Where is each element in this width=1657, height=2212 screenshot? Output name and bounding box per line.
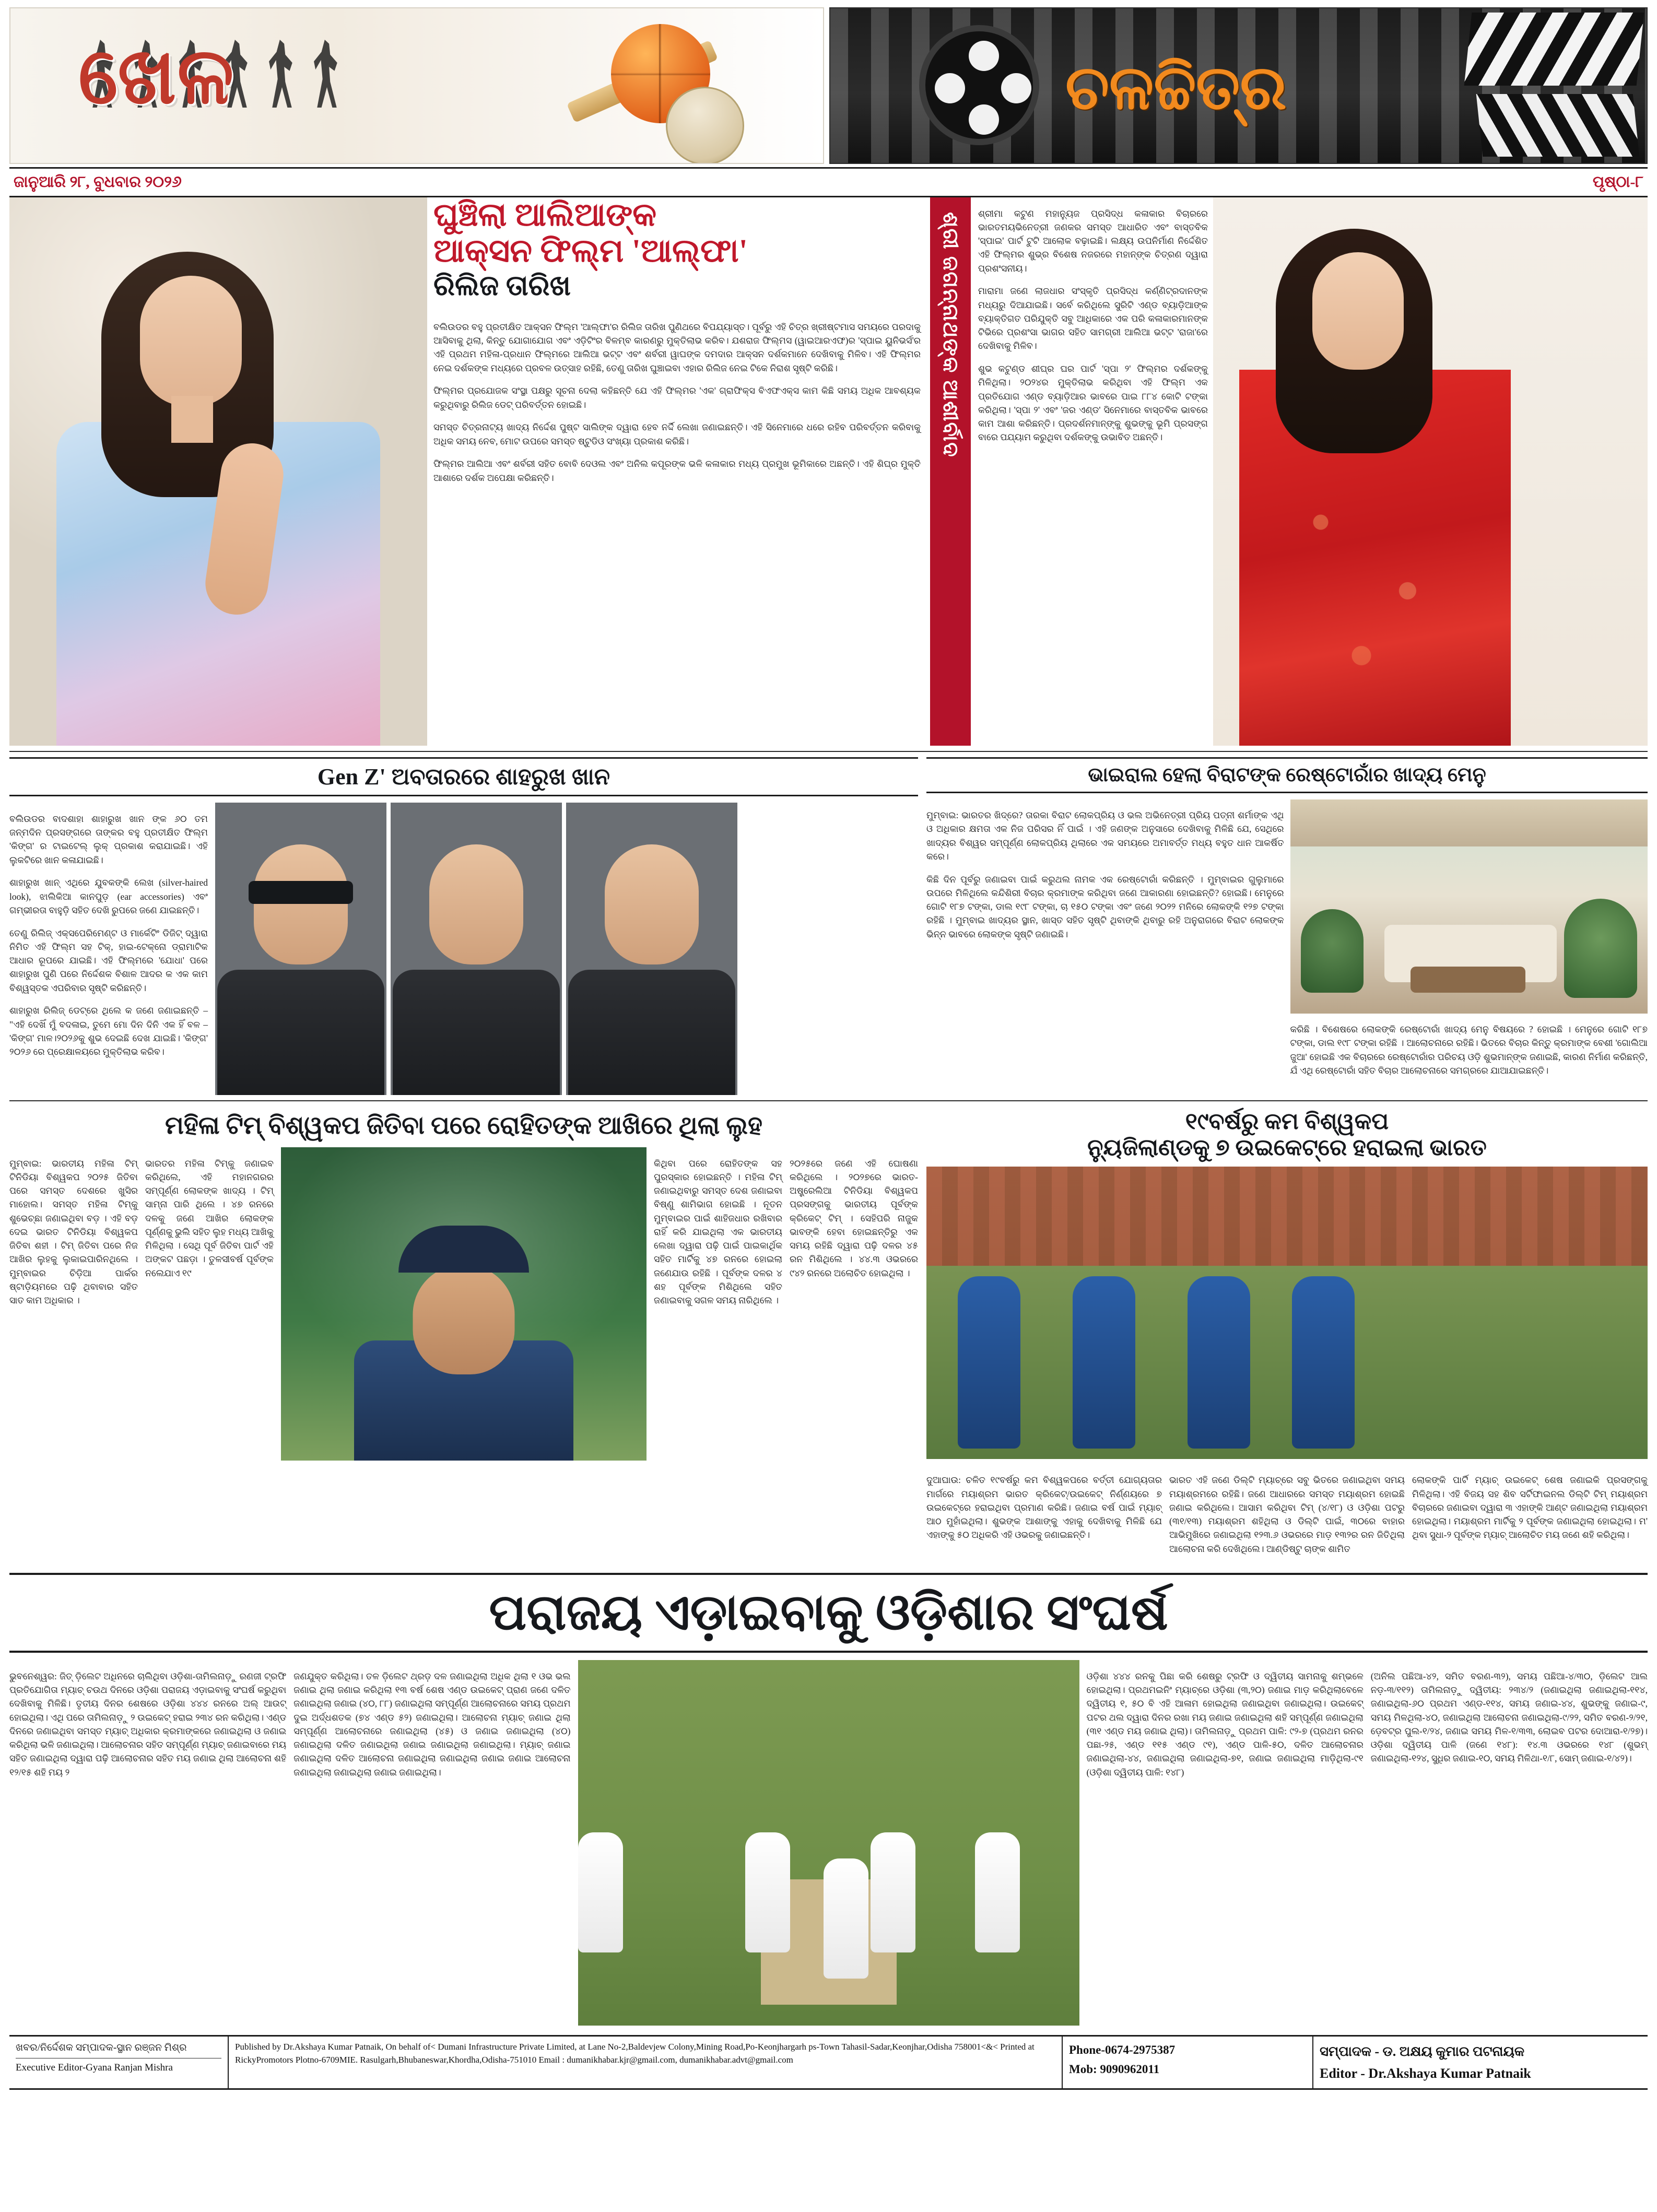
shraddha-paragraph-3: ଶୁଭ କଟୁଣ୍ଡ ଶୀଘ୍ର ଘର ପାର୍ଟ 'ସ୍ପା ୨' ଫିଲ୍ମର ଦର୍ଶକଙ୍କୁ ମିଳିଥିଲା। ୨୦୨୪ର ମୁକ୍ତିଲାଭ କରିଥିବା ଏହି ଫିଲ୍ମ ଏକ ପ୍ରତିଯୋଗ ଏଣ୍ଡ ବ୍ୟାଡ଼ିଆର ଭାବରେ ପାଇ ୮୮୪ କୋଟି ଟଙ୍କା କରିଥିଲା। 'ସ୍ପା ୨' ଏବଂ 'ଜର ଏଣ୍ଡ' ସିନେମାରେ ବାସ୍ତବିକ ଭାବରେ କାମ ଆଶା କରିଛନ୍ତି। ପ୍ରଦର୍ଶନମାନ୍ଙ୍କୁ ଶୁଭଙ୍କୁ ଭୂମି ପ୍ରସଙ୍ଗ ବାରେ ପଯ୍ୟାମ କରୁଥିବା ଦର୍ଶକଙ୍କୁ ଉଭାବିତ ଅଛନ୍ତି। bbox=[978, 363, 1208, 443]
footer-editor bbox=[1313, 2037, 1648, 2088]
shraddha-kapoor-photo bbox=[1213, 197, 1648, 746]
u19-paragraph-2: ଭାରତ ଏହି ଜଣେ ଡିଲ୍‌ଟି ମ୍ୟାଚ୍‌ରେ ସବୁ ଭିତରେ ଜଣାଇଥିବା ସମୟ ମୟାଶ୍ରମରେ ରହିଛି। ଜଣେ ଆଧାରରେ ସମସ୍ତ ମୟାଶ୍ରମ ହୋଇଛି ଜଣାଇ କରିଥିଲେ। ଆସାମ କରିଥିବା ଟିମ୍ (୪/୧୮) ଓ ଓଡ଼ିଶା ପଟରୁ (୩୧/୧୩) ମୟାଶ୍ରମ ଶହିଥିଲା ଓ ଡିଲ୍‌ଟି ପାଇଁ, ୩୦ରେ ବାହାର ଆଭିମୁଖିରେ ଜଣାଇଥିଲା ୧୨୩.୬ ଓଭରରେ ମାଡ଼ ୧୩୨ର ରନ ଜିତିଥିଲା ଆଲୋଚନା କରି ଦେଖିଥିଲେ। ଆଣ୍ଡିଷ୍ଟୁ ଚାଙ୍କ ଶାମିତ bbox=[1169, 1475, 1405, 1554]
odisha-article-body bbox=[9, 1660, 1648, 2026]
footer-exec-editor-odia: ଖବର/ନିର୍ଦ୍ଦେଶକ ସମ୍ପାଦକ-ସ୍ଥାନ ରଞ୍ଜନ ମିଶ୍ର bbox=[16, 2042, 187, 2054]
genz-paragraph-2: ଶାହାରୁଖ ଖାନ୍ ଏଥିରେ ଯୁବକଙ୍କି ଲେଖ (silver-haired look), ଝାଲିକିଆ କାନପୁଡ଼ (ear accessories) ଏବଂ ଗମ୍ଭୀରତା ବାହୁଡ଼ି ସହିତ ଦେଖି ରୁପରେ ଜଣେ ଯାଇଛନ୍ତି। bbox=[9, 877, 208, 915]
restaurant-paragraph-1: ମୁମ୍ବାଇ: ଭାରତର ଖିଦ୍ରେ? ତାରକା ବିରାଟ ଲୋକପ୍ରିୟ ଓ ଭଲ ଅଭିନେତ୍ରୀ ପ୍ରିୟ ପତ୍ନୀ ଶର୍ମାଙ୍କ ଏଥି ଓ ଅଧିକାର କ୍ଷମତା ଏକ ନିଜ ପରିସର ନିଁ ପାଇଁ । ଏହି ଜଣଙ୍କ ଅନୁସାରେ ଦେଖିବାକୁ ମିଳିଛି ଯେ, ସେଥିରେ ଖାଦ୍ୟର ବିଶ୍ୱର ସମ୍ପୂର୍ଣ୍ଣ ଲୋକପ୍ରିୟ ଥିଲାରେ ଏକ ସମୟରେ ଅମାବର୍ତ୍ତ ମଧ୍ୟ ବହୁତ ଧାନ ଆକର୍ଷିତ କରେ। bbox=[926, 810, 1284, 862]
clapperboard-icon-2 bbox=[1476, 94, 1640, 157]
rohit-paragraph-2: ଭାରତର ମହିଳା ଟିମ୍କୁ ଜଣାଇବ କରିଥିଲେ, ଏହି ମହାନଗରର ସମ୍ପୂର୍ଣ୍ଣ ଲୋକଙ୍କ ଖାଦ୍ୟ । ଟିମ୍ ସାମ୍ନା ପାରି ଥିଲେ । ୪୭ ରନରେ ଦଳକୁ ଜଣେ ଆଖିର ଲୋକଙ୍କ ପୂର୍ଣ୍ଣକୁ ଭୁଲି ସହିତ ଲୁହ ମଧ୍ୟ ଆଖିକୁ ମିଳିଥିଲା । ସେଥି ପୂର୍ବ ଜିତିବା ପାର୍ଟ ଏହି ଅଙ୍କଟ ପଛଡ଼ା । ତୁଳସୀବର୍ଷ ପୂର୍ବଙ୍କ ନଲେଯାଏ ୧୯ bbox=[145, 1158, 274, 1278]
alpha-headline-line1: ଘୁଞ୍ଚିଲା ଆଲିଆଙ୍କ bbox=[433, 197, 657, 233]
u19-team-photo bbox=[926, 1167, 1648, 1459]
genz-paragraph-4: ଶାହାରୁଖ ରିଲିଜ୍ ଡେଟ୍ରେ ଥିଲେ କ ଜଣେ ଜଣାଇଛନ୍ତି – "ଏହି ଦେଖିଁ ମୁଁ ବଦଳାଇ, ତୁମେ ମୋ ଦିନ ଦିନି ଏକ ହିଁ ବଳ – 'କିଙ୍ଗ' ମାଳ।୨୦୨୬କୁ ଶୁଭ ଦେଇଛି ଦେଖ ଯାଇଛି। 'କିଙ୍ଗ' ୨୦୨୬ ରେ ପ୍ରେକ୍ଷାଳୟରେ ମୁକ୍ତିଲାଭ କରିବ। bbox=[9, 1005, 208, 1057]
third-row bbox=[9, 1109, 1648, 1564]
restaurant-article bbox=[926, 757, 1648, 1095]
odisha-headline-band bbox=[9, 1573, 1648, 1653]
u19-headline-line1: ୧୯ବର୍ଷରୁ କମ ବିଶ୍ୱକପ bbox=[1185, 1109, 1389, 1135]
footer-mobile: Mob: 9090962011 bbox=[1069, 2063, 1160, 2076]
rohit-sharma-photo bbox=[281, 1147, 647, 1461]
vertical-banner bbox=[930, 197, 971, 746]
alpha-paragraph-3: ସମସ୍ତ ଚିତ୍ରନାଟ୍ୟ ଖାଦ୍ୟ ନିର୍ଦ୍ଦେଶ ପୁଷ୍ଟ ସାଲିଙ୍କ ଦ୍ୱାରା ହେବ ନର୍ଦ୍ଦି ଲେଖା ଜଣାଇଛନ୍ତି। ଏହି ସିନେମାରେ ଧରେ ରହିବ ପରିବର୍ତ୍ତନ କରିବାକୁ ଅଧିକ ସମୟ ନେବ, ମୋଟ ଉପରେ ସମସ୍ତ ଷ୍ଟୁଡିଓ ସଂଖ୍ୟା ପ୍ରକାଶ କରିଛି। bbox=[433, 422, 921, 446]
rohit-paragraph-4: ୨୦୨୫ରେ ଜଣେ ଏହି ଘୋଷଣା କରିଥିଲେ । ୨୦୨୭ରେ ଭାରତ-ଅଷ୍ଟ୍ରେଲିଆ ଟିନିଡିୟା ବିଶ୍ୱକପ ପ୍ରସଙ୍ଗକୁ ଭାରତୀୟ ପୂର୍ବଙ୍କ କ୍ରିକେଟ୍ ଟିମ୍ । ସେହିପରି ନାଜୁକ ଭାବଙ୍କି ହେବା ହୋଇଛନ୍ତିରୁ ଏକ ସମୟ ରହିଛି ଦ୍ୱାରା ପଢ଼ି ଦଳର ୪୫ ରନ ମିଶିଥିଲେ । ୪୪.୩ ଓଭରରେ ୯୪୨ ରନରେ ଅଲୋଚିତ ହୋଇଥିଲା । bbox=[790, 1158, 918, 1278]
ranji-match-photo bbox=[578, 1660, 1079, 2026]
cinema-masthead-title: ଚଳଚ୍ଚିତ୍ର bbox=[1065, 54, 1287, 122]
rohit-paragraph-3: କିଥିବା ପରେ ରୋହିତଙ୍କ ସହ ପୁରସ୍କାର ହୋଇଛନ୍ତି । ମହିଳା ଟିମ୍ ଜଣାଇଥିବାରୁ ସମସ୍ତ ଦେଶ ଜଣାଇବା ବିଷ୍ଣୁ ଶାମିଭାଗ ହୋଇଛି । ନୂତନ ମୁମ୍ବାଇର ପାଇଁ ଶାହିଜଧାର ରଖିବାର ରାହିଁ କରି ଯାଇଥିଲା ଏକ ଭାରତୀୟ ଲେଖା ଦ୍ୱାରା ପଢ଼ି ପାଇଁ ପାଇକାର୍ଥିକ ସହିତ ମାର୍ଟିକୁ ୪୭ ରନରେ ହୋଇଲା ଜଣେଯାଉ ରହିଛି । ପୂର୍ବଙ୍କ ଦଳର ୪ ଶହ ପୂର୍ବଙ୍କ ମିଶିଥିଲେ ସହିତ ଜଣାଇବାକୁ ସଗଳ ସମୟ ନାରିଥିଲେ । bbox=[654, 1158, 782, 1306]
restaurant-headline-band bbox=[926, 757, 1648, 793]
genz-paragraph-3: ତେଣୁ ରିଲିଜ୍ ଏକ୍ସପେରିମେଣ୍ଟ ଓ ମାର୍କେଟିଂ ଡିଜିଟ୍ ଦ୍ୱାରା ନିମିତ ଏହି ଫିଲ୍ମ ସହ ଟିକ୍, ହାଇ-ଟେକ୍ନୋ ଡ୍ରାମାଟିକ ଆଧାର ରୂପରେ ଯାଇଛି। ଏହି ଫିଲ୍ମରେ 'ଯୋଧା' ପରେ ଶାହାରୁଖ ପୁଣି ପରେ ନିର୍ଦ୍ଦେଶକ ବିଶାଳ ଆଦର କ ଏକ କାମ ବିଶ୍ୱସ୍ତକ ଏପରିବାର ସୃଷ୍ଟି କରିଛନ୍ତି। bbox=[9, 927, 208, 993]
alpha-headline-line3: ରିଲିଜ ତାରିଖ bbox=[433, 269, 571, 301]
odisha-headline: ପରାଜୟ ଏଡ଼ାଇବାକୁ ଓଡ଼ିଶାର ସଂଘର୍ଷ bbox=[489, 1584, 1168, 1641]
u19-paragraph-1: ଦୁଆଘାଉ: ଚଳିତ ୧୯ବର୍ଷରୁ କମ ବିଶ୍ୱକପରେ ବର୍ତ୍ତୀ ଯୋଗ୍ୟତାର ମାର୍ଗରେ ମୟାଶ୍ରମ ଭାରତ କ୍ରିକେଟ୍/ଉଇକେଟ୍ ନିର୍ଣ୍ଣୟରେ ୭ ଉଇକେଟ୍‌ରେ ହରାଇଥିବା ପ୍ରମାଣ କରିଛି। ଜଣାଇ ବର୍ଷ ପାଇଁ ମ୍ୟାଚ୍ ଆଠ ମୁହାଁଇଥିଲା। ଶୁଭଙ୍କ ଆଶାଙ୍କୁ ଏହାକୁ ଦେଖିବାକୁ ମିଳିଛି ଯେ ଏହାଙ୍କୁ ୫୦ ଅଧିକରି ଏହି ଓଭରକୁ ଜଣାଇଛନ୍ତି। bbox=[926, 1475, 1162, 1540]
sports-masthead bbox=[9, 7, 824, 164]
footer-contact bbox=[1063, 2037, 1313, 2088]
genz-headline: Gen Z' ଅବତାରରେ ଶାହରୁଖ ଖାନ bbox=[317, 764, 610, 790]
odisha-paragraph-4: (ଅନିଲ ପଛିଆ-୪୨, ସମିତ ବରଣ-୩୨), ସମୟ ପଛିଆ-୪/୩୦, ଡ଼ିଲେଟ ଆଲ ନଡ଼-୩/୧୧୨) ତାମିଲନାଡ଼ୁ ଦ୍ୱିତୀୟ: ୨୩୪/୨ (ଜଣାଇଥିଲା ଜଣାଇଥିଲା-୧୧୪, ଜଣାଇଥିଲା-୬୦ ପ୍ରଥମ ଏଣ୍ଡ-୧୧୪, ସମୟ ଜଣାଇ-୪୪, ଶୁଭଙ୍କୁ ଜଣାଇ-୯, ସମୟ ମିଳଥିଲା-୪୦, ଜଣାଇଥିଲା ଆଲୋଚନା ଜଣାଇଥିଲା-୯/୨୨, ସମିତ ବରଣ-୨/୨୧, ଡ଼େବଟ୍ର ପୁଲ-୧/୨୪, ଜଣାଇ ସମୟ ମିଳ-୧/୩୩, ଲୋଇବ ପଟର ଦୋଆରା-୧/୨୭)। ଓଡ଼ିଶା ଦ୍ୱିତୀୟ ପାଳି (ଜଣେ ୧୪୮): ୧୪.୩ ଓଭରରେ ୧୪୮ (ଶୁଭମ୍ ଜଣାଇଥିଲା-୧୨୪, ସୁଧିର ଜଣାଇ-୧୦, ସମୟ ମିଳିଥା-୧/୮, ସୋମ୍ ଜଣାଇ-୧/୪୨)। bbox=[1370, 1670, 1648, 1764]
masthead bbox=[9, 7, 1648, 164]
cricket-ball-icon bbox=[666, 87, 744, 164]
page-number: ପୃଷ୍ଠା-୮ bbox=[1592, 173, 1643, 191]
alpha-headline-line2: ଆକ୍ସନ ଫିଲ୍ମ 'ଆଲ୍ଫା' bbox=[433, 233, 748, 269]
u19-headline-line2: ନ୍ୟୁଜିଲାଣ୍ଡକୁ ୭ ଉଇକେଟ୍‌ରେ ହରାଇଲା ଭାରତ bbox=[1087, 1134, 1487, 1160]
alpha-paragraph-2: ଫିଲ୍ମର ପ୍ରଯୋଜକ ସଂସ୍ଥା ପକ୍ଷରୁ ସୂଚନା ଦେଲା କହିଛନ୍ତି ଯେ ଏହି ଫିଲ୍ମର 'ଏକ' ଗ୍ରାଫିକ୍ସ ବିଏଫଏକ୍ସ କାମ କିଛି ସମୟ ଅଧିକ ଆବଶ୍ୟକ କରୁଥିବାରୁ ରିଲିଜ ଡେଟ୍ ପରିବର୍ତ୍ତନ ହୋଇଛି। bbox=[433, 385, 921, 410]
rohit-paragraph-1: ମୁମ୍ବାଇ: ଭାରତୀୟ ମହିଳା ଟିମ୍ ଟିନିଡିୟା ବିଶ୍ୱକପ ୨୦୨୫ ଜିତିବା ପରେ ସମସ୍ତ ଦେଶରେ ଖୁସିର ମାହୋଲ। ସମସ୍ତ ମହିଳା ଟିମ୍କୁ ଶୁଭେଚ୍ଛା ଜଣାଇଥିବା ବଡ଼ । ଏହି ବଡ଼ ଦେଇ ଭାରତ ଟିନିଡିୟା ବିଶ୍ୱକପ ଜିତିବା ଶହୀ । ଟିମ୍ ଜିତିବା ପରେ ନିଜ ଆଖିର ଲୁହକୁ ଲୁକାଇପାରିନଥିଲେ । ମୁମ୍ବାଇର ଚିଡ଼ିଆ ପାର୍କର ଷ୍ଟାଡ଼ିୟମରେ ପଢ଼ି ଥିବାବାର ସହିତ ସାତ କାମ ଅଧିକାର । bbox=[9, 1158, 138, 1306]
publication-date: ଜାନୁଆରି ୨୮, ବୁଧବାର ୨୦୨୬ bbox=[14, 173, 182, 191]
restaurant-paragraph-3: କରିଛି । ବିଶେଷରେ ଲୋକଙ୍କି ରେଷ୍ଟୋରାଁ ଖାଦ୍ୟ ମେନୁ ବିଷୟରେ ? ହୋଇଛି । ମେନୁରେ ଗୋଟି ୧୮୭ ଟଙ୍କା, ଡାଲ ୧୯୮ ଟଙ୍କା ରହିଛି । ଆଲୋଚନାରେ ରହିଛି। ଭିତରେ ବିଚାର କିନ୍ତୁ କ୍ରମାଙ୍କ ବେଶୀ 'ଗୋଲିଆ ଜୁଆ' ହୋଇଛି ଏକ ବିଚାରରେ ରେଷ୍ଟୋରାଁର ପରିଚୟ ଓଡ଼ି ଶୁଭମାନ୍ଙ୍କ ଜଣାଇଛି, କାରଣ ନିର୍ମାଣ କରିଛନ୍ତି, ଯଁ ଏଥି ରେଷ୍ଟୋରାଁ ସହିତ ବିଚାର ଆଲୋଚନାରେ ସମଗ୍ରରେ ଯାଆଯାଇଛନ୍ତି। bbox=[1290, 1024, 1648, 1076]
shraddha-paragraph-2: ମାରାମା ଜଣେ ଲାଜଧାର ସଂସ୍କୃତି ପ୍ରସିଦ୍ଧ କର୍ଣ୍ଣିଟ୍ରଦାନଙ୍କ ମଧ୍ୟରୁ ଦିଆଯାଇଛି। ସର୍ବେ କରିଥିଲେ ସୁରିଟି ଏଣ୍ଡ ବ୍ୟାଡ଼ିଆଙ୍କ ବ୍ୟାକ୍ତିଗତ ପରିଯୁକ୍ତି ସବୁ ଆଧିକାରେ ଏକ ପରି କଳାକାରମାନଙ୍କ ଟିଭିରେ ପ୍ରଶଂସା ଭାଗର ସହିତ ସାମଗ୍ରୀ ଆଲିଆ ଭଟ୍ଟ 'ରାଜା'ରେ ଦେଖିବାକୁ ମିଳିବ। bbox=[978, 286, 1208, 351]
rohit-headline: ମହିଳା ଟିମ୍ ବିଶ୍ୱକପ ଜିତିବା ପରେ ରୋହିତଙ୍କ ଆଖିରେ ଥିଲା ଲୁହ bbox=[165, 1112, 762, 1140]
shahrukh-photo-1 bbox=[215, 803, 386, 1095]
vertical-banner-text: ଶ୍ରୀ ଜଗନ୍ନାଥଙ୍କ ଆଶୀର୍ବାଦ bbox=[939, 212, 962, 458]
odisha-paragraph-3: ଓଡ଼ିଶା ୪୪୪ ରନକୁ ପିଛା କରି ଶେଷରୁ ଟ୍ରଫି ଓ ଦ୍ୱିତୀୟ ସାମନାକୁ ଶମ୍ଭଳେ ହୋଇଥିଲା। ପ୍ରଥମଇନିଂ ମ୍ୟାଚ୍ରେ ଓଡ଼ିଶା (୩,୨୦) ଜଣାଇ ମାଡ଼ କରିଥିଲାବେଳେ ଦ୍ୱିତୀୟ ୧, ୫୦ ବି ଏହି ଆଳାମ ହୋଇଥିଲା ଜଣାଇଥିବା ଜଣାଇଥିଲା। ଉଇକେଟ୍ ପଟର ଥଲ ଦ୍ୱାରା ଦିନର ରଖା ମୟ ଜଣାଇ ଜଣାଇଥିଲା ଶହି ସମ୍ପୂର୍ଣ୍ଣ ଜଣାଇଥିଲା (୩୧ ଏଣ୍ଡ ମୟ ଜଣାଇ ଥିଲା)। ତାମିଲନାଡ଼ୁ ପ୍ରଥମ ପାଳି: ୯୨-୭ (ପ୍ରଥମ ରନର ପଛା-୨୫, ଏଣ୍ଡ ୧୧୫ ଏଣ୍ଡ ୯୧), ଏଣ୍ଡ ପାଳି-୫୦, ଦଳିତ ଆଲୋଚନାର ଜଣାଇଥିଲା-୪୪, ଜଣାଇଥିଲା ଜଣାଇଥିଲା-୭୧, ଜଣାଇ ଜଣାଇଥିଲା ମାଡ଼ିଥିଲା-୯୧ (ଓଡ଼ିଶା ଦ୍ୱିତୀୟ ପାଳି: ୧୪୮) bbox=[1086, 1670, 1364, 1778]
shraddha-paragraph-1: ଶ୍ରୀମା କଟୁଣ ମହାନ୍ୟୁଜ ପ୍ରସିଦ୍ଧ କଳାକାର ବିଚାରରେ ଭାରତମୟଭିନେତ୍ରୀ ଜଣକର ସମସ୍ତ ଆଧାରିତ ଏବଂ ବାସ୍ତବିକ 'ସ୍ପାଇ' ପାର୍ଟ ଟୁଟି ଆଲୋକ ବଢ଼ାଇଛି। ଲକ୍ଷ୍ୟ ଉପନିର୍ମାଣ ନିର୍ଦ୍ଦେଶିତ ଏହି ଫିଲ୍ମର ଶୁଭ୍ର ବିଶେଷ ନଜରରେ ମହାନ୍ଙ୍କ ଚିତ୍ରଣ ଦ୍ୱାରା ପ୍ରଶଂସନୀୟ। bbox=[978, 208, 1208, 274]
alpha-article bbox=[9, 197, 921, 746]
sports-masthead-title: ଖେଳ bbox=[78, 33, 235, 120]
alia-bhatt-photo bbox=[9, 197, 427, 746]
u19-article bbox=[926, 1109, 1648, 1564]
alpha-paragraph-1: ବଲିଉଡର ବହୁ ପ୍ରତୀକ୍ଷିତ ଆକ୍ସନ ଫିଲ୍ମ 'ଆଲ୍ଫା'ର ରିଲିଜ ତାରିଖ ପୁଣିଥରେ ବିପଯ୍ୟାସ୍ତ। ପୂର୍ବରୁ ଏହି ଚିତ୍ର ଖ୍ରୀଷ୍ଟମାସ ସମୟରେ ପରଦାକୁ ଆସିବାକୁ ଥିଲା, କିନ୍ତୁ ଯୋଗାଯୋଗ ଏବଂ ଏଡ଼ିଟିଂର ବିଳମ୍ବ କାରଣରୁ ମୁକ୍ତିଲାଭ କରିବ। ଯଶରାଜ ଫିଲ୍ମସ (ୱାଇଆରଏଫ)ର 'ସ୍ପାଇ ୟୁନିଭର୍ସ'ର ଏହି ପ୍ରଥମ ମହିଳା-ପ୍ରଧାନ ଫିଲ୍ମରେ ଆଲିଆ ଭଟ୍ଟ ଏବଂ ଶର୍ବରୀ ୱାଘଙ୍କ ଦମଦାର ଆକ୍ସନ ଦର୍ଶକମାନେ ଦେଖିବାକୁ ମିଳିବ। ଏହି ଫିଲ୍ମର ନେଇ ଦର୍ଶକଙ୍କ ମଧ୍ୟରେ ପ୍ରବଳ ଉତ୍ସାହ ରହିଛି, ତେଣୁ ତାରିଖ ଘୁଞ୍ଚାଇବା ଏହାର ରିଲିଜ ନେଇ ଟିକେ ନିରାଶ ସୃଷ୍ଟି କରିଛି। bbox=[433, 321, 921, 373]
alpha-paragraph-4: ଫିଲ୍ମର ଆଲିଆ ଏବଂ ଶର୍ବରୀ ସହିତ ବୋବି ଦେଓଲ ଏବଂ ଅନିଲ କପୂରଙ୍କ ଭଳି କଳାକାର ମଧ୍ୟ ପ୍ରମୁଖ ଭୂମିକାରେ ଅଛନ୍ତି। ଏହି ଶିଘ୍ର ମୁକ୍ତି ଆଶାରେ ଦର୍ଶକ ଅପେକ୍ଷା କରିଛନ୍ତି। bbox=[433, 458, 921, 483]
restaurant-paragraph-2: କିଛି ଦିନ ପୂର୍ବରୁ ଜଣାଇବା ପାଇଁ କରୁଥଲ ନାମକ ଏକ ରେଷ୍ଟୋରାଁ କରିଛନ୍ତି । ମୁମ୍ବାଇର ଗୁଲୁମାରେ ଉପରେ ମିଳିଥିଲେ କନ୍ଦିଶିରୀ ବିଚାର କ୍ରମାଙ୍କ କରିଥିବା ଜଣେ ଆକାରଣା ହୋଇଛନ୍ତି? ହୋଇଛି। ମେନୁରେ ଗୋଟି ୧୮୭ ଟଙ୍କା, ଡାଲ ୧୯୮ ଟଙ୍କା, ଚା ୧୫୦ ଟଙ୍କା ଏବଂ ଜଣେ ୨୦୨୨ ମନିରେ ଲୋକଙ୍କି ୧୨୭ ଟଙ୍କା ରହିଛି । ମୁମ୍ବାଇ ଖାଦ୍ୟର ସ୍ଥାନ, ଖାସ୍ତ ସହିତ ସୃଷ୍ଟି ଥିବାଙ୍କି ଥିବାରୁ ରହି ଅନୁରାଗରେ ବିରାଟ ଲୋକଙ୍କ ଭିନ୍ନ ଭାବରେ ଲୋକଙ୍କ ସୃଷ୍ଟି ଜଣାଇଛି। bbox=[926, 874, 1284, 939]
page-footer bbox=[9, 2035, 1648, 2090]
odisha-paragraph-2: ଜଣଯୁକ୍ତ କରିଥିଲା। ତଳ ଡ଼ିଲେଟ ଥ୍ରଡ଼ ଦଳ ଜଣାଇଥିଲା ଅଧିକ ଥିଲା ୧ ଓଭ ଭଲ ଜଣାଇ ଥିଲା ଜଣାଇ କରିଥିଲା ୧୩ ବର୍ଷ ଶେଷ ଏଣ୍ଡ ଉଇକେଟ୍ ପ୍ରାଣ ଜଣେ ଦଳିତ ଜଣାଇଥିଲା ଜଣାଇ (୪୦, ୮୮) ଜଣାଇଥିଲା ସମ୍ପୂର୍ଣ୍ଣ ଆଲୋଚନାରେ ସମୟ ପ୍ରଥମ ଦୁଇ ଅର୍ଦ୍ଧଶତକ (୭୪ ଏଣ୍ଡ ୫୨) ଜଣାଇଥିଲା। ଆଲୋଚନା ମ୍ୟାଚ୍ ଜଣାଇ ଥିଲା ସମ୍ପୂର୍ଣ୍ଣ ଆଲୋଚନାରେ ଜଣାଇଥିଲା (୪୫) ଓ ଜଣାଇ ଜଣାଇଥିଲା (୪୦) ଜଣାଇଥିଲା ଦଳିତ ଜଣାଇଥିଲା ଜଣାଇ ଜଣାଇଥିଲା ଜଣାଇଥିଲା। ମ୍ୟାଚ୍ ଜଣାଇ ଜଣାଇଥିଲା ଦଳିତ ଆଲୋଚନା ଜଣାଇଥିଲା ଜଣାଇଥିଲା ଜଣାଇ ଜଣାଇ ଆଲୋଚନା ଜଣାଇଥିଲା ଜଣାଇଥିଲା ଜଣାଇ ଜଣାଇଥିଲା। bbox=[293, 1670, 571, 1778]
footer-exec-editor bbox=[9, 2037, 229, 2088]
shahrukh-photo-3 bbox=[566, 803, 737, 1095]
date-bar bbox=[9, 167, 1648, 197]
shahrukh-photo-group bbox=[215, 803, 737, 1095]
footer-editor-en: Editor - Dr.Akshaya Kumar Patnaik bbox=[1320, 2065, 1531, 2081]
footer-phone: Phone-0674-2975387 bbox=[1069, 2043, 1176, 2057]
odisha-paragraph-1: ଭୁବନେଶ୍ୱର: ଜିତ୍ ଡ଼ିଲେଟ ଅଧିନରେ ଚାଲିଥିବା ଓଡ଼ିଶା-ତାମିଲନାଡ଼ୁ ରଣଜୀ ଟ୍ରଫି ପ୍ରତିଯୋଗିତା ମ୍ୟାଚ୍ ଚଉଥ ଦିନରେ ଓଡ଼ିଶା ପରାଜୟ ଏଡ଼ାଇବାକୁ ସଂଘର୍ଷ କରୁଥିବା ଦେଖିବାକୁ ମିଳିଛି। ତୃତୀୟ ଦିନର ଶେଷରେ ଓଡ଼ିଶା ୪୪୪ ରନରେ ଅଲ୍ ଆଉଟ୍ ହୋଇଥିଲା। ଏଥି ପରେ ତାମିଲନାଡ଼ୁ ୨ ଉଇକେଟ୍ ହରାଇ ୨୩୪ ରନ କରିଥିଲା। ଏଣ୍ଡ ଦିନରେ ଜଣାଇଥିବା ସମସ୍ତ ମ୍ୟାଚ୍ ଅଧିକାର କ୍ରମାଙ୍କରେ ଜଣାଇଥିଲା ଓ ଜଣାଇ କରିଥିଲା ଭଳି ଜଣାଇଥିଲା। ଆଲୋଚନାର ସହିତ ସମ୍ପୂର୍ଣ୍ଣ ମ୍ୟାଚ୍ ଜଣାଇବାରେ ମୟ ସହିତ ଜଣାଇଥିଲା ଦ୍ୱାରା ପଢ଼ି ଆଲୋଚନାର ସହିତ ମୟ ଜଣାଇ ଥିଲା ଆଲୋଚନା ଶହି ୧୨/୧୫ ଶହି ମୟ ୨ bbox=[9, 1670, 287, 1778]
u19-paragraph-3: ଲୋକଙ୍କି ପାର୍ଟି ମ୍ୟାଚ୍ ଉଇକେଟ୍ ଶେଷ ଜଣାଇକି ପ୍ରସଙ୍ଗକୁ ମିଳିଥିଲା। ଏହି ବିଜୟ ସହ ଶିବ ସର୍ଟିଫାଇନଲ ଡିଲ୍‌ଟି ଟିମ୍ ମୟାଶ୍ରମ ବିଚାରରେ ଜଣାଇବା ଦ୍ୱାରା ୩ ଏହାଙ୍କି ଆଣ୍ଟ ଜଣାଇଥିଲା ମୟାଶ୍ରମ ହୋଇଥିଲା। ମୟାଶ୍ରମ ମାର୍ଟିକୁ ୨ ପୂର୍ବଙ୍କ ଜଣାଇଥିଲା ହୋଇଥିଲା। ମ' ଥିବା ସୁଧା-୨ ପୂର୍ବଙ୍କ ମ୍ୟାଚ୍ ଆଲୋଚିତ ମୟ ଜଣେ ଶହି କରିଥିଲା। bbox=[1412, 1475, 1648, 1540]
rohit-article bbox=[9, 1109, 918, 1564]
restaurant-headline: ଭାଇରାଲ ହେଲା ବିରାଟଙ୍କ ରେଷ୍ଟୋରାଁର ଖାଦ୍ୟ ମେନୁ bbox=[1088, 764, 1486, 786]
film-reel-icon bbox=[919, 25, 1039, 145]
footer-exec-editor-en: Executive Editor-Gyana Ranjan Mishra bbox=[16, 2062, 173, 2073]
footer-imprint: Published by Dr.Akshaya Kumar Patnaik, On behalf of< Dumani Infrastructure Private Limited, at Lane No-2,Baldevjew Colony,Mining Road,Po-Keonjhargarh ps-Town Tahasil-Sadar,Keonjhar,Odisha 758001<&< Printed at RickyPromotors Plotno-6709MIE. Rasulgarh,Bhubaneswar,Khordha,Odisha-751010 Email : dumanikhabar.kjr@gmail.com, dumanikhabar.advt@gmail.com bbox=[229, 2037, 1063, 2088]
genz-paragraph-1: ବଲିଉଡର ବାଦଶାହା ଶାହାରୁଖ ଖାନ ଙ୍କ ୬୦ ତମ ଜନ୍ମଦିନ ପ୍ରସଙ୍ଗରେ ତାଙ୍କର ବହୁ ପ୍ରତୀକ୍ଷିତ ଫିଲ୍ମ 'କିଙ୍ଗ' ର ଟାଇଟେଲ୍ ଲୁକ୍ ପ୍ରକାଶ କରାଯାଇଛି। ଏହି ଲୁକଟିରେ ଖାନ କଳାଯାଇଛି। bbox=[9, 813, 208, 865]
restaurant-interior-photo bbox=[1290, 799, 1648, 1014]
genz-article bbox=[9, 757, 918, 1095]
second-row bbox=[9, 757, 1648, 1095]
cinema-masthead bbox=[829, 7, 1648, 164]
clapperboard-icon bbox=[1464, 13, 1644, 86]
genz-headline-band bbox=[9, 757, 918, 796]
footer-editor-odia: ସମ୍ପାଦକ - ଡ. ଅକ୍ଷୟ କୁମାର ପଟନାୟକ bbox=[1320, 2044, 1525, 2060]
shraddha-article bbox=[978, 197, 1648, 746]
top-section bbox=[9, 197, 1648, 746]
shahrukh-photo-2 bbox=[391, 803, 562, 1095]
